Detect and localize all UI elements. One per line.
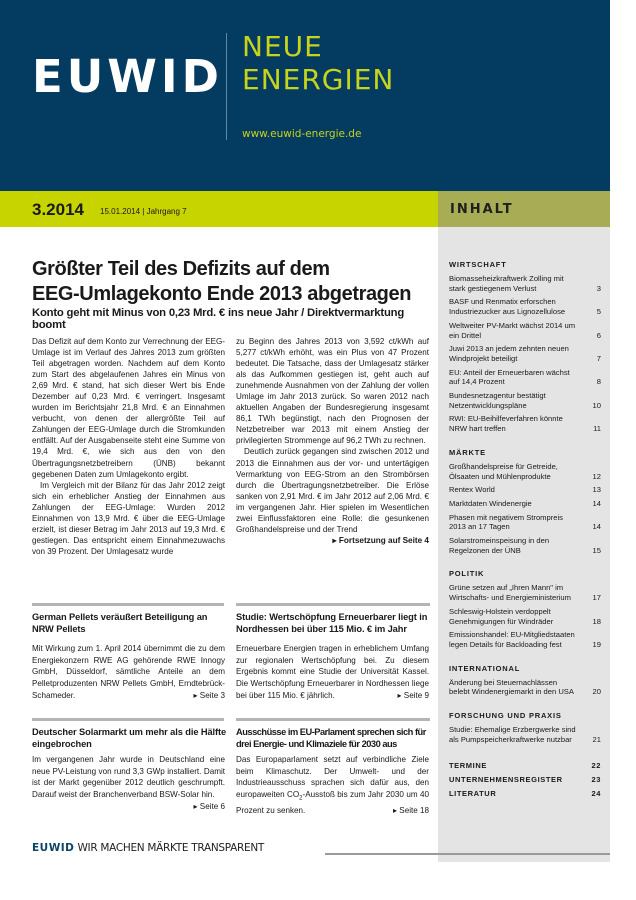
news-title[interactable]: Ausschüsse im EU-Parlament sprechen sich für drei Energie- und Klimaziele für 2030 aus <box>236 727 426 749</box>
publication-name <box>242 30 394 96</box>
toc-item-page: 12 <box>592 471 601 481</box>
news-teaser-text: -Ausstoß bis zum Jahr 2030 um 40 Prozent zu senken. <box>236 790 429 816</box>
toc-item-title: Juwi 2013 an jedem zehnten neuen Windprojekt beteiligt <box>449 344 569 363</box>
footer-slogan <box>32 842 264 854</box>
toc-item-page: 19 <box>592 639 601 649</box>
lead-article-column-1 <box>32 336 225 557</box>
footer-rule <box>325 853 610 855</box>
footer-logo: EUWID <box>32 842 75 854</box>
toc-item-page: 10 <box>592 400 601 410</box>
news-title[interactable]: Studie: Wertschöpfung Erneuerbarer liegt in Nordhessen bei über 115 Mio. € im Jahr <box>236 612 428 634</box>
lead-headline-line1: Größter Teil des Defizits auf dem <box>32 258 330 280</box>
toc-item-title: Großhandelspreise für Getreide, Ölsaaten und Mühlenprodukte <box>449 461 558 481</box>
toc-item-page: 14 <box>592 522 601 532</box>
toc-item-title: Grüne setzen auf „Ihren Mann" im Wirtschafts- und Energieministerium <box>449 583 571 603</box>
website-link[interactable]: www.euwid-energie.de <box>242 128 362 140</box>
divider <box>236 603 430 606</box>
toc-item-page: 22 <box>591 760 601 770</box>
lead-headline <box>32 257 432 307</box>
toc-item[interactable] <box>449 678 601 697</box>
toc-section-wirtschaft: WIRTSCHAFT <box>449 260 507 269</box>
toc-item-page: 7 <box>596 353 601 363</box>
toc-item-title: Emissionshandel: EU-Mitgliedstaaten legen Details für Backloading fest <box>449 630 575 649</box>
subscript: 2 <box>299 795 303 802</box>
toc-item-title: Marktdaten Windenergie <box>449 498 532 508</box>
toc-item[interactable] <box>449 725 601 744</box>
page-reference[interactable]: ▸ Seite 6 <box>193 801 225 811</box>
issue-date-volume: 15.01.2014 | Jahrgang 7 <box>100 207 187 216</box>
toc-item[interactable] <box>449 414 601 433</box>
lead-subheadline: Konto geht mit Minus von 0,23 Mrd. € ins neue Jahr / Direktvermarktung boomt <box>32 307 405 331</box>
divider <box>236 718 430 721</box>
toc-item[interactable] <box>449 536 601 555</box>
paragraph: Im Vergleich mit der Bilanz für das Jahr 2012 zeigt sich ein erheblicher Anstieg der Einnahmen aus Zahlungen der EEG-Umlage: Wurden 2012 Einnahmen von 13,9 Mrd. € über die EEG-Umlage erzielt, ist dieser Betrag im Jahr 2013 auf 19,3 Mrd. € gestiegen. Das entspricht einem Einnahmezuwachs von 39 Prozent. Der Umlagesatz wurde <box>32 480 225 556</box>
toc-item-title: TERMINE <box>449 760 487 770</box>
page-reference[interactable]: ▸ Seite 18 <box>392 806 429 816</box>
toc-item[interactable] <box>449 274 601 293</box>
toc-item-page: 18 <box>592 616 601 626</box>
issue-number: 3.2014 <box>32 200 84 219</box>
news-title[interactable]: German Pellets veräußert Beteiligung an NRW Pellets <box>32 612 208 634</box>
paragraph: Deutlich zurück gegangen sind zwischen 2012 und 2013 die Einnahmen aus der vor- und untertägigen Vermarktung von EEG-Strom an den Strombörsen durch die Übertragungsnetzbetreiber. Die Erlöse sanken von 2,91 Mrd. € im Jahr 2012 auf 2,06 Mrd. € im vergangenen Jahr. Hier spielen im Wesentlichen zwei Einflussfaktoren eine Rolle: die gesunkenen Großhandelspreise und der Trend <box>236 447 429 534</box>
toc-item[interactable] <box>449 391 601 410</box>
publication-name-line2: ENERGIEN <box>242 63 395 96</box>
divider <box>32 603 224 606</box>
toc-item-title: Rentex World <box>449 485 495 495</box>
toc-item-title: Schleswig-Holstein verdoppelt Genehmigungen für Windräder <box>449 606 554 626</box>
toc-item-page: 11 <box>593 424 601 434</box>
toc-item-page: 15 <box>592 545 601 555</box>
slogan-text: WIR MACHEN MÄRKTE TRANSPARENT <box>77 842 264 854</box>
page-reference[interactable]: ▸ Seite 9 <box>397 690 429 700</box>
paragraph: zu Beginn des Jahres 2013 von 3,592 ct/kWh auf 5,277 ct/kWh erhöht, was ein Plus von 47 Prozent bedeutet. Die Tatsache, dass der Umlagesatz stärker als das Aufkommen gestiegen ist, geht auch auf zunehmende Ausnahmen von der Zahlung der vollen Umlage im Jahr 2013 zurück. So waren 2012 nach aktuellen Angaben der Bundesregierung insgesamt 86,1 TWh begünstigt, nach den Prognosen der Netzbetreiber war 2013 mit einem Anstieg der privilegierten Strommenge auf 96,2 TWh zu rechnen. <box>236 337 429 446</box>
toc-item-title: Solarstromeinspeisung in den Regelzonen der ÜNB <box>449 536 550 555</box>
toc-item-title: Phasen mit negativem Strompreis 2013 an 17 Tagen <box>449 512 563 532</box>
masthead-divider <box>226 33 227 140</box>
toc-item-unternehmensregister[interactable] <box>449 775 601 784</box>
news-teaser <box>236 643 429 702</box>
toc-item-page: 24 <box>591 788 601 798</box>
toc-item[interactable] <box>449 297 601 316</box>
paragraph: Das Defizit auf dem Konto zur Verrechnung der EEG-Umlage ist im Verlauf des Jahres 2013 zum größten Teil abgetragen worden. Nachdem auf dem Konto zum Start des abgelaufenen Jahres ein Minus von 2,69 Mrd. € stand, hat sich dieser Wert bis Ende Dezember auf 0,23 Mrd. € verringert. Insgesamt wurden im Berichtsjahr 21,8 Mrd. € an Einnahmen verbucht, von denen der allergrößte Teil auf Zahlungen der EEG-Umlage durch die Stromkunden entfällt. Auf der Ausgabenseite steht eine Summe von 19,4 Mrd. €, wie sich aus den von den Übertragungsnetzbetreibern (ÜNB) bekannt gegebenen Daten zum Umlagekonto ergibt. <box>32 337 225 479</box>
toc-item-page: 20 <box>592 687 601 697</box>
toc-item[interactable] <box>449 630 601 649</box>
toc-item-page: 14 <box>592 498 601 508</box>
toc-item-title: Biomasseheizkraftwerk Zolling mit stark gestiegenem Verlust <box>449 274 564 293</box>
toc-item-page: 8 <box>596 377 601 387</box>
toc-item-page: 21 <box>592 734 601 744</box>
news-teaser-text: Im vergangenen Jahr wurde in Deutschland eine neue PV-Leistung von rund 3,3 GWp installiert. Damit ist der Markt gegenüber 2012 deutlich geschrumpft. Darauf weist der Branchenverband BSW-Solar hin. <box>32 755 225 800</box>
toc-section-international: INTERNATIONAL <box>449 663 521 673</box>
toc-item[interactable] <box>449 607 601 626</box>
toc-item-page: 6 <box>596 330 601 340</box>
toc-section-maerkte: MÄRKTE <box>449 447 486 457</box>
toc-item-termine[interactable] <box>449 761 601 770</box>
news-teaser <box>236 754 429 817</box>
toc-item[interactable] <box>449 368 601 387</box>
toc-item-title: Weltweiter PV-Markt wächst 2014 um ein Drittel <box>449 320 576 340</box>
toc-section-politik: POLITIK <box>449 569 485 579</box>
news-teaser-text: Mit Wirkung zum 1. April 2014 übernimmt die zu dem Energiekonzern RWE AG gehörende RWE Innogy GmbH, Düsseldorf, sämtliche Anteile an dem Pelletproduzenten NRW Pellets GmbH, Erndtebrück-Schameder. <box>32 644 225 700</box>
toc-item[interactable] <box>449 344 601 363</box>
toc-item-title: LITERATUR <box>449 788 497 798</box>
news-title[interactable]: Deutscher Solarmarkt um mehr als die Hälfte eingebrochen <box>32 727 227 749</box>
toc-item-title: Studie: Ehemalige Erzbergwerke sind als Pumpspeicherkraftwerke nutzbar <box>449 725 576 744</box>
toc-item-page: 3 <box>596 283 601 293</box>
toc-item-page: 13 <box>592 485 601 495</box>
toc-item-title: RWI: EU-Beihilfeverfahren könnte NRW hart treffen <box>449 414 563 434</box>
toc-heading: INHALT <box>450 202 514 217</box>
toc-item-title: Änderung bei Steuernachlässen belebt Windenergiemarkt in den USA <box>449 677 574 697</box>
news-teaser-text: Erneuerbare Energien tragen in erheblichem Umfang zur regionalen Wertschöpfung bei. Zu diesem Ergebnis kommt eine Studie der Universität Kassel. Die Wertschöpfung Erneuerbarer in Nordhessen liege bei über 115 Mio. € jährlich. <box>236 644 429 700</box>
publication-name-line1: NEUE <box>242 30 323 63</box>
spacer <box>449 749 601 761</box>
toc-item-page: 5 <box>596 307 601 317</box>
toc-item-page: 17 <box>592 593 601 603</box>
news-teaser <box>32 754 225 813</box>
lead-headline-line2: EEG-Umlagekonto Ende 2013 abgetragen <box>32 283 412 305</box>
toc-item[interactable] <box>449 583 601 602</box>
toc-item[interactable] <box>449 485 601 495</box>
toc-item-title: EU: Anteil der Erneuerbaren wächst auf 14,4 Prozent <box>449 367 570 387</box>
page-reference[interactable]: ▸ Seite 3 <box>193 690 225 700</box>
toc-item-title: UNTERNEHMENSREGISTER <box>449 774 563 784</box>
divider <box>32 718 224 721</box>
toc-item[interactable] <box>449 321 601 340</box>
toc-item-title: BASF und Renmatix erforschen Industriezucker aus Lignozellulose <box>449 297 566 317</box>
toc-item-page: 23 <box>591 774 601 784</box>
masthead <box>0 0 610 191</box>
euwid-logo: EUWID <box>32 50 224 103</box>
toc-section-forschung: FORSCHUNG UND PRAXIS <box>449 711 562 721</box>
toc-item-literatur[interactable] <box>449 789 601 798</box>
toc-item-title: Bundesnetzagentur bestätigt Netzentwicklungspläne <box>449 391 546 410</box>
news-teaser <box>32 643 225 702</box>
toc-item[interactable] <box>449 462 601 481</box>
toc-list <box>449 260 601 803</box>
news-teaser-text: Das Europaparlament setzt auf verbindliche Ziele beim Klimaschutz. Der Umwelt- und der Industrieausschuss sprachen sich dafür aus, den europaweiten CO <box>236 755 429 800</box>
continued-link[interactable]: ▸ Fortsetzung auf Seite 4 <box>332 535 429 545</box>
lead-article-column-2 <box>236 336 429 546</box>
toc-item[interactable] <box>449 499 601 509</box>
toc-item[interactable] <box>449 513 601 532</box>
